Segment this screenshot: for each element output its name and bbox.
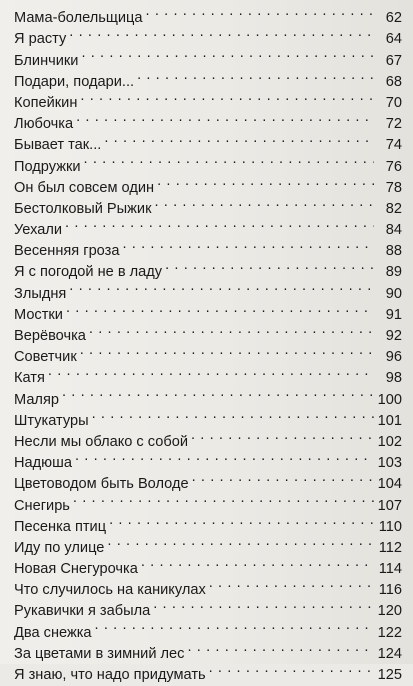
toc-entry-page-number: 122 <box>377 624 402 641</box>
toc-entry <box>14 276 402 302</box>
toc-entry-page-number: 98 <box>385 370 402 387</box>
dot-leader <box>141 552 374 573</box>
toc-entry-page-number: 72 <box>385 116 402 133</box>
toc-entry-title: Уехали <box>14 222 63 239</box>
toc-entry-title: Советчик <box>14 349 77 366</box>
dot-leader <box>157 171 374 192</box>
dot-leader <box>153 594 373 615</box>
toc-entry-page-number: 62 <box>385 10 402 27</box>
toc-entry-page-number: 101 <box>377 412 402 429</box>
toc-entry-title: Копейкин <box>14 94 78 111</box>
toc-entry-title: Катя <box>14 370 45 387</box>
toc-entry-title: Он был совсем один <box>14 179 155 196</box>
toc-entry-title: Я расту <box>14 31 67 48</box>
toc-entry-title: Мама-болельщица <box>14 10 143 27</box>
dot-leader <box>104 128 374 149</box>
dot-leader <box>209 658 374 679</box>
dot-leader <box>192 467 374 488</box>
toc-entry-page-number: 89 <box>385 264 402 281</box>
toc-entry-page-number: 92 <box>385 328 402 344</box>
toc-entry-page-number: 74 <box>385 137 402 154</box>
toc-entry-title: За цветами в зимний лес <box>14 645 185 662</box>
toc-entry-title: Подари, подари... <box>14 73 135 90</box>
dot-leader <box>137 65 374 86</box>
toc-entry-page-number: 100 <box>377 391 402 408</box>
dot-leader <box>95 615 374 636</box>
toc-entry-page-number: 110 <box>378 518 402 535</box>
dot-leader <box>69 276 374 297</box>
toc-entry-page-number: 103 <box>377 455 402 472</box>
toc-entry-title: Песенка птиц <box>14 518 107 535</box>
toc-entry <box>14 1 402 27</box>
toc-entry-title: Несли мы облако с собой <box>14 433 188 450</box>
dot-leader <box>89 319 374 340</box>
dot-leader <box>154 192 374 213</box>
toc-entry-title: Снегирь <box>14 497 70 514</box>
dot-leader <box>191 425 374 446</box>
toc-entry-page-number: 78 <box>385 179 402 196</box>
toc-entry-page-number: 76 <box>385 158 402 175</box>
toc-entry-page-number: 104 <box>377 476 402 493</box>
toc-entry <box>14 319 402 344</box>
toc-entry-page-number: 107 <box>377 497 402 514</box>
toc-entry-page-number: 84 <box>385 222 402 239</box>
toc-entry-title: Злыдня <box>14 285 67 302</box>
toc-entry-page-number: 112 <box>378 539 402 556</box>
toc-entry-title: Иду по улице <box>14 539 105 556</box>
dot-leader <box>62 382 374 403</box>
toc-entry-page-number: 82 <box>385 200 402 217</box>
toc-entry <box>14 213 402 239</box>
toc-entry-title: Любочка <box>14 116 74 133</box>
dot-leader <box>165 255 374 276</box>
toc-entry-page-number: 102 <box>377 433 402 450</box>
dot-leader <box>107 531 374 552</box>
toc-entry <box>14 404 402 429</box>
toc-entry-title: Блинчики <box>14 52 79 69</box>
dot-leader <box>187 637 373 658</box>
toc-entry <box>14 488 402 514</box>
toc-entry <box>14 234 402 260</box>
dot-leader <box>81 43 374 64</box>
toc-list <box>14 1 402 683</box>
dot-leader <box>80 340 374 361</box>
toc-entry-page-number: 70 <box>385 94 402 111</box>
toc-entry-page-number: 64 <box>385 31 402 48</box>
toc-entry-page-number: 68 <box>385 73 402 90</box>
toc-entry-page-number: 125 <box>377 667 402 683</box>
toc-entry-title: Бывает так... <box>14 137 102 154</box>
toc-entry-page-number: 116 <box>378 582 402 599</box>
toc-entry <box>14 22 402 48</box>
toc-entry-page-number: 96 <box>385 349 402 366</box>
toc-entry-page-number: 88 <box>385 243 402 260</box>
dot-leader <box>122 234 374 255</box>
dot-leader <box>209 573 374 594</box>
toc-entry-title: Я с погодой не в ладу <box>14 264 163 281</box>
toc-entry-title: Весенняя гроза <box>14 243 120 260</box>
toc-entry-title: Подружки <box>14 158 81 175</box>
dot-leader <box>92 404 374 425</box>
toc-entry-title: Мостки <box>14 306 63 323</box>
toc-entry-page-number: 114 <box>378 561 402 578</box>
toc-entry-title: Бестолковый Рыжик <box>14 200 152 217</box>
toc-entry <box>14 298 402 323</box>
toc-entry <box>14 43 402 69</box>
dot-leader <box>66 298 374 319</box>
toc-entry-title: Два снежка <box>14 624 92 641</box>
dot-leader <box>69 22 374 43</box>
toc-entry-title: Новая Снегурочка <box>14 561 138 578</box>
dot-leader <box>48 361 374 382</box>
toc-entry <box>14 361 402 387</box>
dot-leader <box>76 107 374 128</box>
dot-leader <box>80 86 374 107</box>
toc-entry <box>14 382 402 408</box>
dot-leader <box>73 488 374 509</box>
toc-entry-title: Цветоводом быть Володе <box>14 476 189 493</box>
toc-entry-title: Рукавички я забыла <box>14 603 151 620</box>
dot-leader <box>109 510 374 531</box>
toc-entry-page-number: 90 <box>385 285 402 302</box>
toc-entry-page-number: 124 <box>377 645 402 662</box>
toc-entry-title: Верёвочка <box>14 328 86 344</box>
toc-entry-page-number: 67 <box>385 52 402 69</box>
dot-leader <box>65 213 374 234</box>
dot-leader <box>146 1 374 22</box>
toc-entry-page-number: 91 <box>385 306 402 323</box>
toc-entry-page-number: 120 <box>377 603 402 620</box>
toc-entry-title: Что случилось на каникулах <box>14 582 206 599</box>
toc-entry-title: Надюша <box>14 455 72 472</box>
toc-entry-title: Я знаю, что надо придумать <box>14 667 206 683</box>
toc-entry-title: Маляр <box>14 391 59 408</box>
toc-entry-title: Штукатуры <box>14 412 89 429</box>
dot-leader <box>84 149 374 170</box>
dot-leader <box>75 446 374 467</box>
